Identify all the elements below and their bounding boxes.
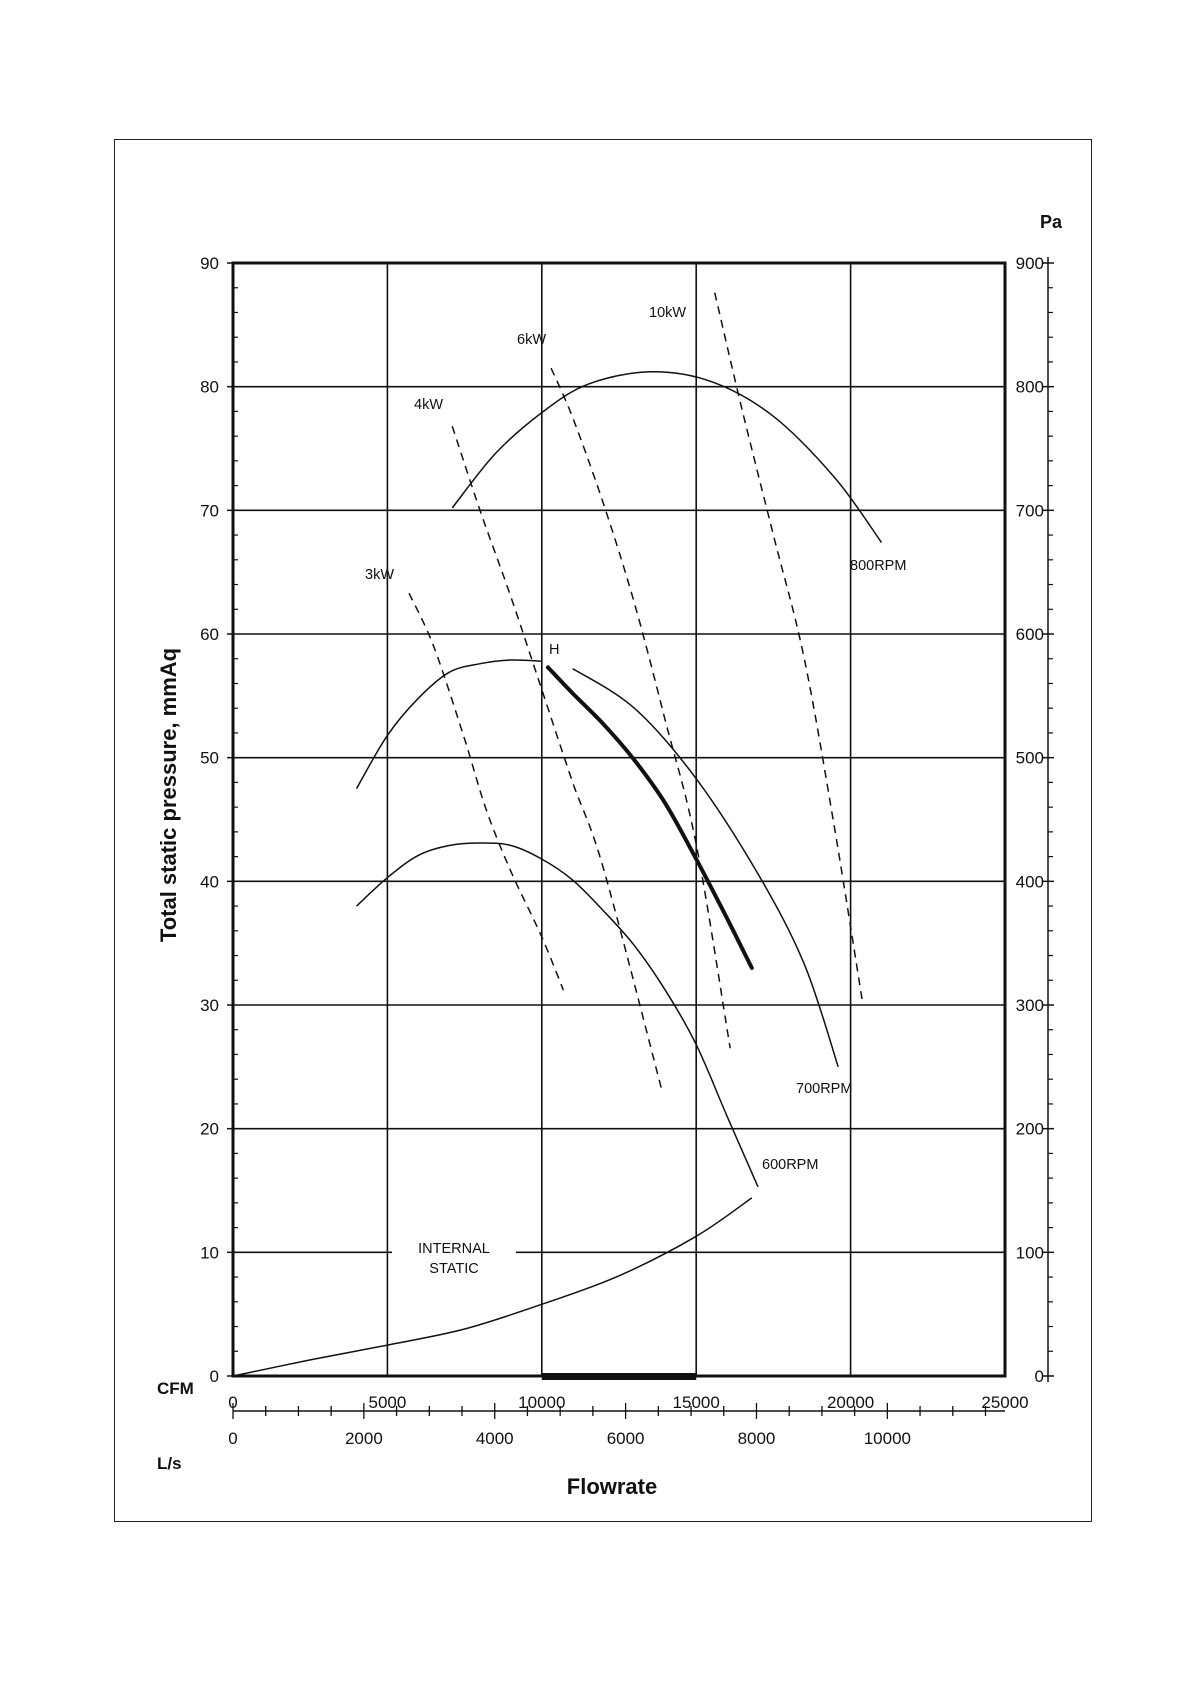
y-tick-label: 80: [200, 377, 219, 397]
y-tick-label: 60: [200, 625, 219, 644]
series-line-4kw: [452, 426, 662, 1091]
x-tick-label-ls: 2000: [344, 1429, 383, 1448]
series-label-4kw: 4kW: [414, 397, 443, 413]
x-tick-label-cfm: 5000: [368, 1393, 407, 1412]
y-tick-label: 90: [200, 254, 219, 273]
x-tick-label-cfm: 10000: [518, 1393, 566, 1412]
plot-border: [233, 263, 1005, 1376]
series-label-3kw: 3kW: [365, 567, 394, 583]
y2-tick-label: 600: [1015, 625, 1044, 644]
y2-tick-label: 700: [1015, 501, 1044, 521]
x-axis-unit-cfm: CFM: [157, 1379, 194, 1398]
series-line-700rpm-right-portion: [573, 669, 839, 1067]
x-tick-label-cfm: 15000: [672, 1393, 720, 1412]
y2-tick-label: 300: [1015, 996, 1044, 1015]
x-tick-label-ls: 6000: [606, 1429, 645, 1448]
axes: [200, 254, 1054, 1448]
y-tick-label: 0: [209, 1367, 219, 1386]
y2-axis-title: Pa: [1040, 212, 1063, 232]
series-label-6kw: 6kW: [517, 332, 546, 348]
x-tick-label-ls: 4000: [475, 1429, 514, 1448]
x-tick-label-cfm: 0: [228, 1393, 238, 1412]
internal-static-label-line1: INTERNAL: [418, 1241, 490, 1257]
series-line-internal-static: [233, 1198, 752, 1376]
y2-tick-label: 100: [1015, 1243, 1044, 1263]
internal-static-label-line2: STATIC: [429, 1261, 479, 1277]
y-tick-label: 30: [200, 996, 219, 1015]
series-lines: [233, 293, 882, 1376]
y-tick-label: 50: [200, 748, 219, 768]
series-label-10kw: 10kW: [649, 305, 687, 321]
operating-range-bar: [542, 1373, 696, 1380]
x-tick-label-cfm: 25000: [981, 1393, 1029, 1412]
series-line-800rpm: [452, 372, 881, 543]
x-tick-label-ls: 10000: [863, 1429, 911, 1448]
x-tick-label-ls: 0: [228, 1429, 238, 1448]
series-line-operating-range-h: [548, 667, 752, 968]
series-line-700rpm: [357, 660, 542, 789]
series-label-h: H: [549, 642, 560, 658]
x-axis-unit-ls: L/s: [157, 1454, 182, 1473]
y-axis-title: Total static pressure, mmAq: [156, 647, 181, 943]
x-tick-label-cfm: 20000: [826, 1393, 875, 1412]
y2-tick-label: 800: [1015, 377, 1044, 397]
y-tick-label: 70: [200, 501, 219, 521]
y2-tick-label: 900: [1015, 254, 1044, 273]
y2-tick-label: 500: [1015, 748, 1044, 768]
y-tick-label: 40: [200, 872, 219, 892]
series-labels: [365, 305, 906, 1279]
series-label-600rpm: 600RPM: [762, 1157, 819, 1173]
x-axis-title: Flowrate: [566, 1474, 658, 1499]
axis-titles: [156, 212, 1063, 1499]
series-label-800rpm: 800RPM: [850, 558, 907, 574]
series-label-700rpm: 700RPM: [796, 1081, 853, 1097]
grid-lines: [233, 263, 1005, 1376]
y-tick-label: 20: [200, 1119, 219, 1139]
series-line-6kw: [551, 368, 730, 1048]
series-line-600rpm: [357, 843, 758, 1187]
y2-tick-label: 200: [1015, 1119, 1044, 1139]
series-line-10kw: [715, 293, 863, 1005]
y-tick-label: 10: [200, 1243, 219, 1263]
y2-tick-label: 0: [1034, 1367, 1044, 1386]
x-tick-label-ls: 8000: [737, 1429, 776, 1448]
series-line-3kw: [409, 593, 563, 990]
y2-tick-label: 400: [1015, 872, 1044, 892]
